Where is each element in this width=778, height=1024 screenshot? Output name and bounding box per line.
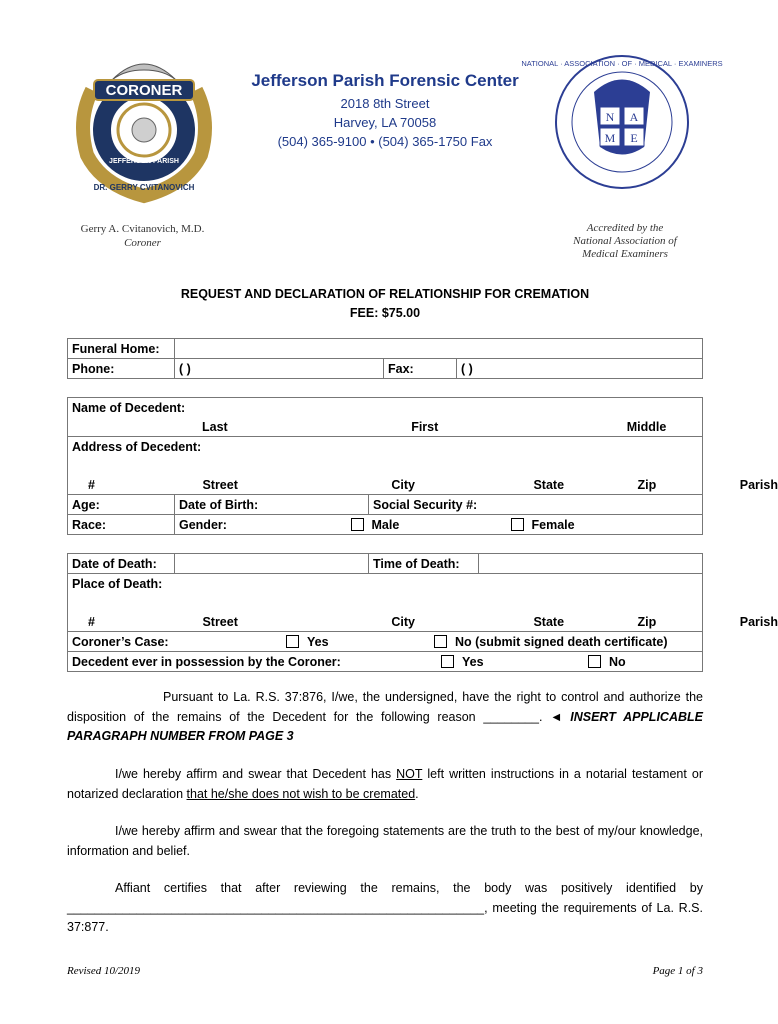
- coroner-seal-logo: [72, 50, 216, 200]
- addr-city: City: [391, 477, 415, 492]
- death-addr-state: State: [533, 614, 565, 629]
- death-address-subs: [68, 612, 778, 632]
- female-checkbox[interactable]: [511, 518, 524, 531]
- ssn-label: Social Security #:: [373, 497, 478, 512]
- p2-c: .: [415, 786, 419, 801]
- male-label: Male: [371, 517, 400, 532]
- accred-line-2: National Association of: [573, 235, 677, 247]
- p2-b: left written instructions in a notarial testament or notarized declaration: [67, 767, 703, 801]
- p2-a: I/we hereby affirm and swear that Decedent has: [115, 767, 397, 781]
- case-yes-label: Yes: [307, 635, 329, 649]
- time-of-death-label: Time of Death:: [369, 554, 479, 574]
- place-of-death-label: Place of Death:: [68, 574, 703, 594]
- funeral-home-label: Funeral Home:: [68, 339, 175, 359]
- time-of-death-field[interactable]: [479, 554, 703, 574]
- fax-field[interactable]: [457, 359, 703, 379]
- race-label: Race:: [68, 515, 175, 535]
- form-fee: FEE: $75.00: [349, 306, 421, 320]
- death-addr-parish: Parish: [739, 614, 778, 629]
- form-title: REQUEST AND DECLARATION OF RELATIONSHIP FOR CREMATION: [180, 287, 590, 301]
- case-yes-checkbox[interactable]: [286, 635, 299, 648]
- fax-parens: ( ): [461, 361, 473, 376]
- org-address-2: Harvey, LA 70058: [333, 115, 437, 130]
- dob-field[interactable]: [175, 495, 369, 515]
- seal-letter-e: E: [630, 131, 638, 145]
- name-middle: Middle: [626, 419, 667, 434]
- coroner-case-label: Coroner’s Case:: [72, 634, 169, 649]
- phone-parens: ( ): [179, 361, 191, 376]
- possession-label: Decedent ever in possession by the Coroner:: [72, 654, 341, 669]
- p1-emphasis: ◄ INSERT APPLICABLE PARAGRAPH NUMBER FROM PAGE 3: [67, 709, 703, 743]
- paragraph-affirm-not-cremated: [67, 765, 703, 804]
- p2-underlined: that he/she does not wish to be cremated: [186, 786, 416, 801]
- accred-line-1: Accredited by the: [586, 222, 664, 234]
- paragraph-truth: [67, 822, 703, 861]
- poss-no-checkbox[interactable]: [588, 655, 601, 668]
- addr-zip: Zip: [637, 477, 657, 492]
- phone-field[interactable]: [175, 359, 384, 379]
- name-last: Last: [202, 419, 228, 434]
- paragraph-affiant: [67, 879, 703, 938]
- gender-row: [175, 515, 703, 535]
- seal-bottom-text: DR. GERRY CVITANOVICH: [93, 183, 195, 192]
- seal-ring-text: NATIONAL · ASSOCIATION · OF · MEDICAL · EXAMINERS: [521, 59, 723, 68]
- decedent-address-subs: [68, 475, 778, 495]
- death-addr-street: Street: [202, 614, 238, 629]
- case-no-checkbox[interactable]: [434, 635, 447, 648]
- dob-label: Date of Birth:: [179, 497, 259, 512]
- accreditation-block: [540, 222, 710, 261]
- poss-yes-checkbox[interactable]: [441, 655, 454, 668]
- addr-state: State: [533, 477, 565, 492]
- seal-letter-a: A: [629, 110, 639, 124]
- place-of-death-field[interactable]: [68, 593, 703, 612]
- date-of-death-field[interactable]: [175, 554, 369, 574]
- name-seal-logo: [521, 52, 723, 192]
- decedent-name-label: Name of Decedent:: [68, 398, 703, 418]
- gender-label: Gender:: [179, 517, 227, 532]
- org-phones: (504) 365-9100 • (504) 365-1750 Fax: [277, 134, 493, 149]
- p4-b[interactable]: ____________________________________________________________, meeting the requirements of La. R.S. 37:877.: [67, 900, 703, 934]
- addr-street: Street: [202, 477, 238, 492]
- possession-row: [68, 652, 703, 672]
- name-first: First: [411, 419, 439, 434]
- form-title-block: [60, 285, 710, 323]
- poss-no-label: No: [609, 655, 626, 669]
- p3-text: I/we hereby affirm and swear that the foregoing statements are the truth to the best of my/our knowledge, information and belief.: [67, 824, 703, 858]
- addr-hash: #: [88, 477, 95, 492]
- death-addr-zip: Zip: [637, 614, 657, 629]
- male-checkbox[interactable]: [351, 518, 364, 531]
- death-addr-city: City: [391, 614, 415, 629]
- page-number: Page 1 of 3: [652, 965, 703, 977]
- seal-letter-n: N: [605, 110, 615, 124]
- paragraph-authorization: [67, 688, 703, 747]
- seal-letter-m: M: [604, 131, 616, 145]
- phone-label: Phone:: [68, 359, 175, 379]
- coroner-block: [55, 222, 230, 250]
- p2-not: NOT: [396, 767, 423, 781]
- seal-inner-text: JEFFERSON PARISH: [109, 158, 179, 165]
- p1-text: Pursuant to La. R.S. 37:876, I/we, the undersigned, have the right to control and authorize the disposition of the remains of the Decedent for the following reason ________.: [67, 690, 703, 724]
- org-title: Jefferson Parish Forensic Center: [251, 71, 519, 90]
- death-table: [67, 553, 778, 672]
- seal-top-text: CORONER: [105, 82, 183, 99]
- decedent-address-field[interactable]: [68, 456, 703, 475]
- coroner-case-row: [68, 632, 703, 652]
- date-of-death-label: Date of Death:: [68, 554, 175, 574]
- poss-yes-label: Yes: [462, 655, 484, 669]
- coroner-name: Gerry A. Cvitanovich, M.D.: [80, 223, 205, 235]
- female-label: Female: [531, 517, 575, 532]
- case-no-label: No (submit signed death certificate): [455, 635, 668, 649]
- age-label: Age:: [68, 495, 175, 515]
- death-addr-hash: #: [88, 614, 95, 629]
- addr-parish: Parish: [739, 477, 778, 492]
- funeral-home-field[interactable]: [175, 339, 703, 359]
- coroner-role: Coroner: [124, 237, 161, 249]
- ssn-field[interactable]: [369, 495, 703, 515]
- decedent-name-field[interactable]: [68, 417, 703, 437]
- fax-label: Fax:: [384, 359, 457, 379]
- org-address-1: 2018 8th Street: [340, 96, 430, 111]
- p4-a: Affiant certifies that after reviewing the remains, the body was positively identified by: [115, 881, 703, 895]
- accred-line-3: Medical Examiners: [582, 248, 668, 260]
- decedent-address-label: Address of Decedent:: [68, 437, 703, 457]
- decedent-table: [67, 397, 778, 535]
- funeral-home-table: [67, 338, 703, 379]
- revised-date: Revised 10/2019: [67, 965, 141, 977]
